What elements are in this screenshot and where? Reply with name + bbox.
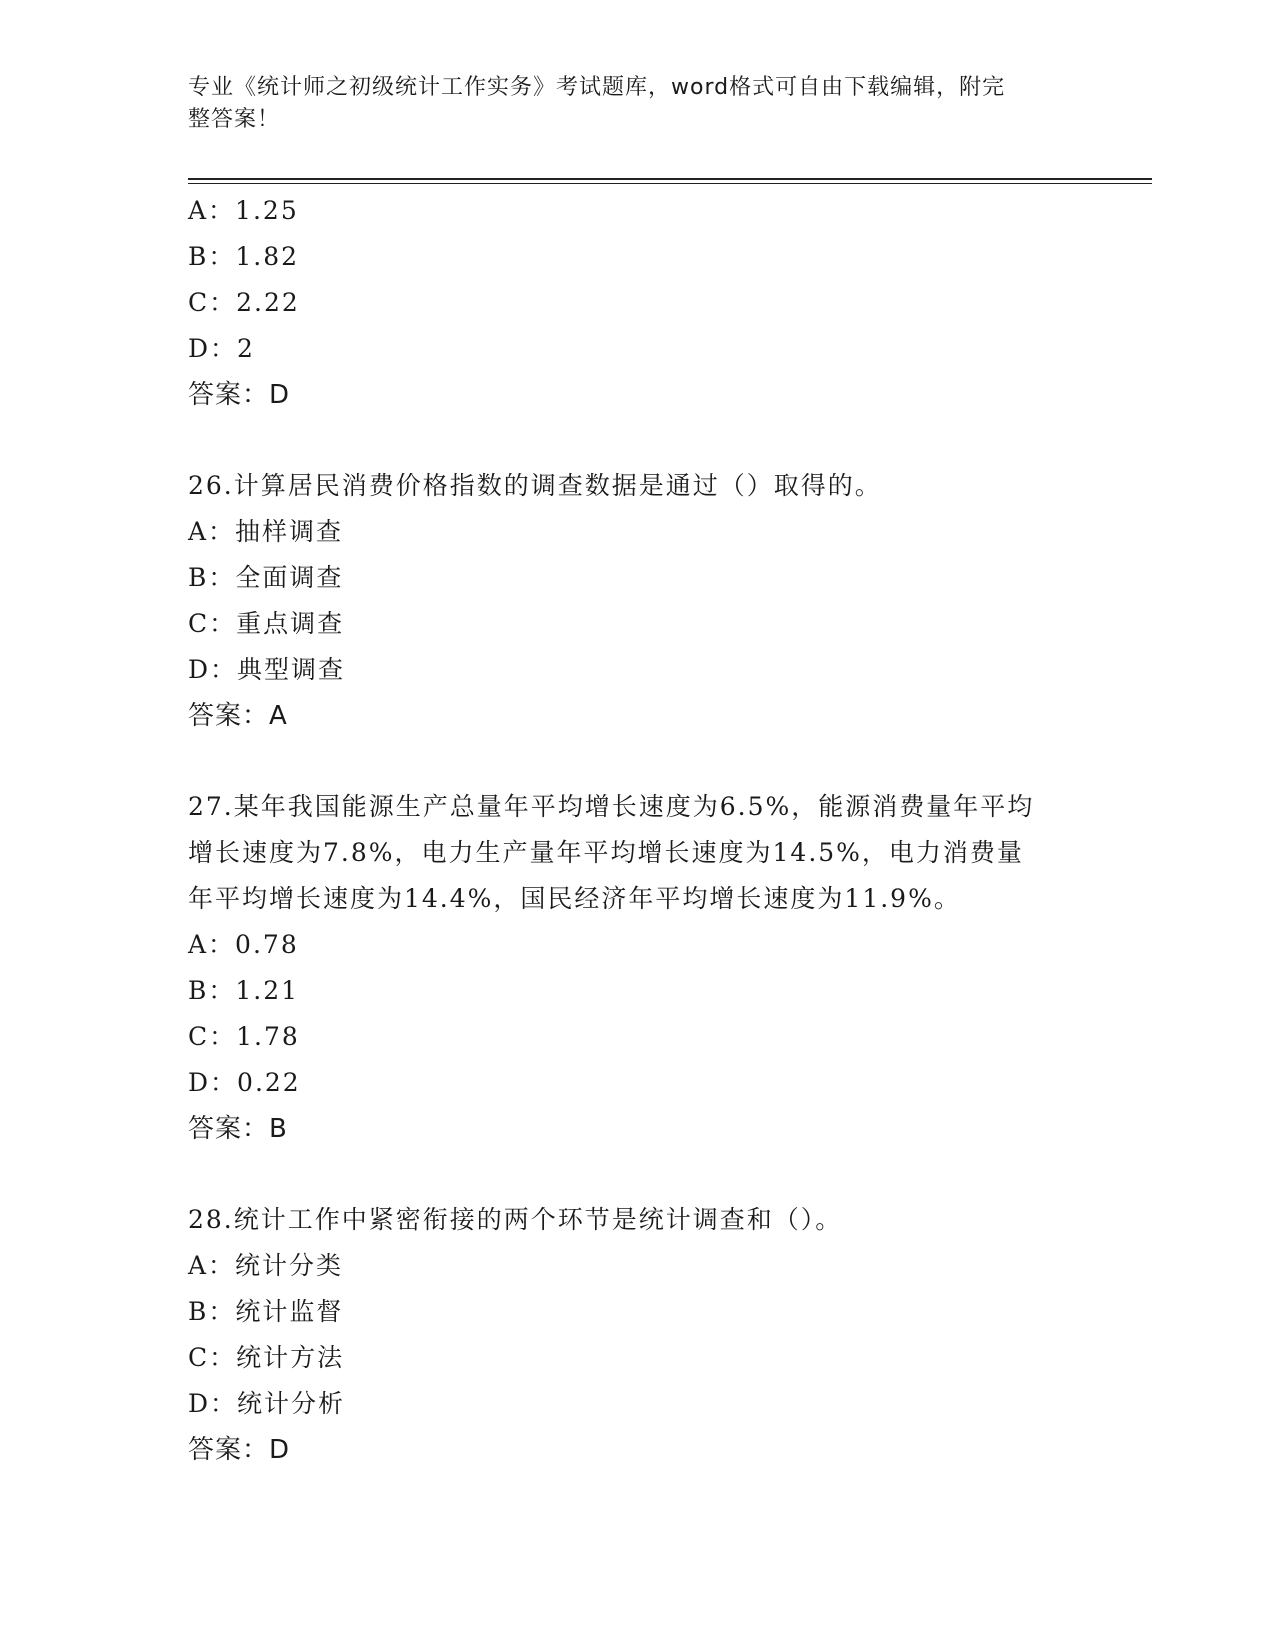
answer: 答案：D bbox=[188, 380, 291, 410]
option-c: C：统计方法 bbox=[188, 1343, 345, 1372]
question-list bbox=[188, 188, 1108, 1473]
question-26 bbox=[188, 463, 1108, 739]
header-line-2: 整答案！ bbox=[188, 107, 281, 132]
answer: 答案：D bbox=[188, 1435, 291, 1465]
option-d: D：0.22 bbox=[188, 1068, 301, 1097]
spacer bbox=[188, 1152, 1108, 1197]
option-a: A：1.25 bbox=[188, 196, 299, 225]
spacer bbox=[188, 739, 1108, 784]
question-stem: 26.计算居民消费价格指数的调查数据是通过（）取得的。 bbox=[188, 471, 882, 500]
header-line-1: 专业《统计师之初级统计工作实务》考试题库，word格式可自由下载编辑，附完 bbox=[188, 75, 1006, 100]
document-header bbox=[188, 72, 1088, 136]
question-27 bbox=[188, 784, 1108, 1152]
option-b: B：全面调查 bbox=[188, 563, 344, 592]
option-b: B：统计监督 bbox=[188, 1297, 344, 1326]
answer: 答案：B bbox=[188, 1114, 288, 1144]
option-a: A：抽样调查 bbox=[188, 517, 344, 546]
option-c: C：1.78 bbox=[188, 1022, 300, 1051]
option-d: D：统计分析 bbox=[188, 1389, 346, 1418]
option-d: D：典型调查 bbox=[188, 655, 346, 684]
option-b: B：1.82 bbox=[188, 242, 300, 271]
question-stem-line-2: 增长速度为7.8%，电力生产量年平均增长速度为14.5%，电力消费量 bbox=[188, 838, 1024, 867]
spacer bbox=[188, 418, 1108, 463]
answer: 答案：A bbox=[188, 701, 288, 731]
question-25 bbox=[188, 188, 1108, 418]
header-divider-thick bbox=[188, 178, 1152, 180]
option-d: D：2 bbox=[188, 334, 255, 363]
option-c: C：重点调查 bbox=[188, 609, 345, 638]
option-c: C：2.22 bbox=[188, 288, 300, 317]
question-stem: 28.统计工作中紧密衔接的两个环节是统计调查和（）。 bbox=[188, 1205, 843, 1234]
option-a: A：统计分类 bbox=[188, 1251, 344, 1280]
question-stem-line-3: 年平均增长速度为14.4%，国民经济年平均增长速度为11.9%。 bbox=[188, 884, 961, 913]
option-b: B：1.21 bbox=[188, 976, 300, 1005]
option-a: A：0.78 bbox=[188, 930, 299, 959]
header-divider-thin bbox=[188, 183, 1152, 184]
question-28 bbox=[188, 1197, 1108, 1473]
question-stem-line-1: 27.某年我国能源生产总量年平均增长速度为6.5%，能源消费量年平均 bbox=[188, 792, 1035, 821]
